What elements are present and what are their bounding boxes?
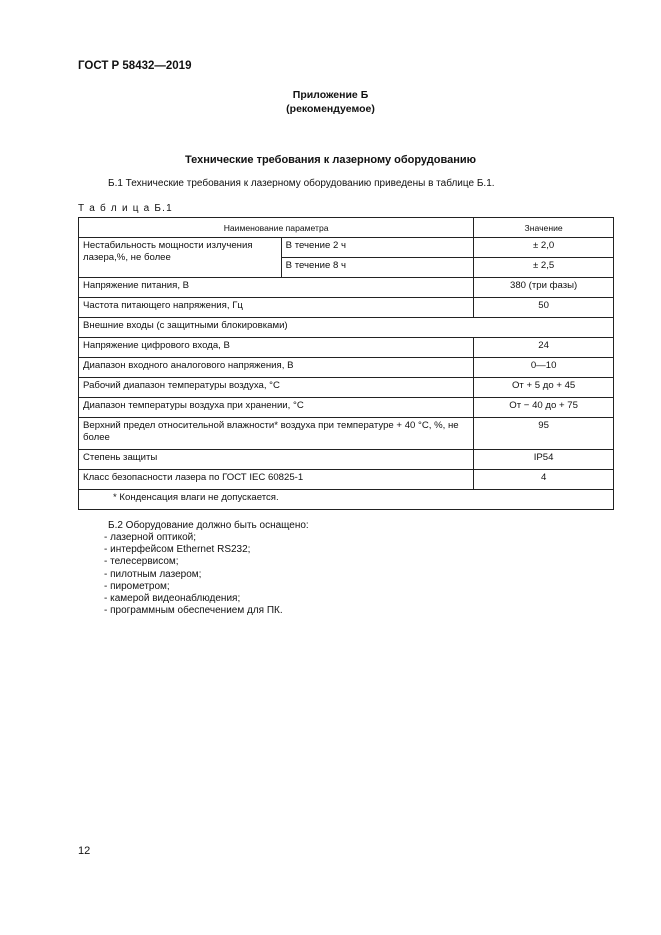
header-value: Значение	[474, 218, 614, 238]
list-item: - интерфейсом Ethernet RS232;	[104, 544, 283, 556]
row-param: Верхний предел относительной влажности* воздуха при температуре + 40 °С, %, не более	[79, 418, 474, 450]
row-param: Класс безопасности лазера по ГОСТ IEC 60825-1	[79, 470, 474, 490]
row-value: От − 40 до + 75	[474, 398, 614, 418]
instability-sub1: В течение 2 ч	[281, 238, 474, 258]
table-row	[79, 358, 614, 378]
section-heading: Технические требования к лазерному оборудованию	[184, 154, 477, 166]
row-value: 95	[474, 418, 614, 450]
instability-val1: ± 2,0	[474, 238, 614, 258]
header-param: Наименование параметра	[79, 218, 474, 238]
requirements-table	[78, 217, 614, 510]
row-value: 50	[474, 298, 614, 318]
row-value: 4	[474, 470, 614, 490]
row-param: Диапазон температуры воздуха при хранении, °С	[79, 398, 474, 418]
table-row	[79, 418, 614, 450]
section-intro: Б.1 Технические требования к лазерному оборудованию приведены в таблице Б.1.	[108, 178, 495, 189]
list-item: - камерой видеонаблюдения;	[104, 593, 283, 605]
row-param: Напряжение цифрового входа, В	[79, 338, 474, 358]
table-row	[79, 338, 614, 358]
list-item: - лазерной оптикой;	[104, 532, 283, 544]
row-param: Напряжение питания, В	[79, 278, 474, 298]
table-header-row	[79, 218, 614, 238]
instability-sub2: В течение 8 ч	[281, 258, 474, 278]
annex-status: (рекомендуемое)	[286, 103, 375, 115]
table-row	[79, 450, 614, 470]
row-value: 0—10	[474, 358, 614, 378]
table-row	[79, 470, 614, 490]
table-caption: Т а б л и ц а Б.1	[78, 203, 173, 214]
table-row	[79, 238, 614, 258]
equipment-intro: Б.2 Оборудование должно быть оснащено:	[108, 520, 309, 531]
list-item: - пилотным лазером;	[104, 569, 283, 581]
standard-designation: ГОСТ Р 58432—2019	[78, 60, 192, 72]
annex-title: Приложение Б	[292, 89, 369, 101]
equipment-list	[104, 532, 283, 617]
row-param: Рабочий диапазон температуры воздуха, °С	[79, 378, 474, 398]
table-footnote-row	[79, 490, 614, 510]
list-item: - телесервисом;	[104, 556, 283, 568]
list-item: - пирометром;	[104, 581, 283, 593]
instability-val2: ± 2,5	[474, 258, 614, 278]
table-footnote: * Конденсация влаги не допускается.	[79, 490, 614, 510]
row-param: Степень защиты	[79, 450, 474, 470]
row-value: 24	[474, 338, 614, 358]
row-value: IP54	[474, 450, 614, 470]
row-param: Диапазон входного аналогового напряжения, В	[79, 358, 474, 378]
table-row	[79, 378, 614, 398]
row-value: От + 5 до + 45	[474, 378, 614, 398]
list-item: - программным обеспечением для ПК.	[104, 605, 283, 617]
table-row	[79, 298, 614, 318]
table-row	[79, 398, 614, 418]
instability-label: Нестабильность мощности излучения лазера,%, не более	[79, 238, 282, 278]
page-number: 12	[78, 845, 91, 857]
row-param: Внешние входы (с защитными блокировками)	[79, 318, 614, 338]
row-value: 380 (три фазы)	[474, 278, 614, 298]
table-row	[79, 278, 614, 298]
row-param: Частота питающего напряжения, Гц	[79, 298, 474, 318]
table-row	[79, 318, 614, 338]
